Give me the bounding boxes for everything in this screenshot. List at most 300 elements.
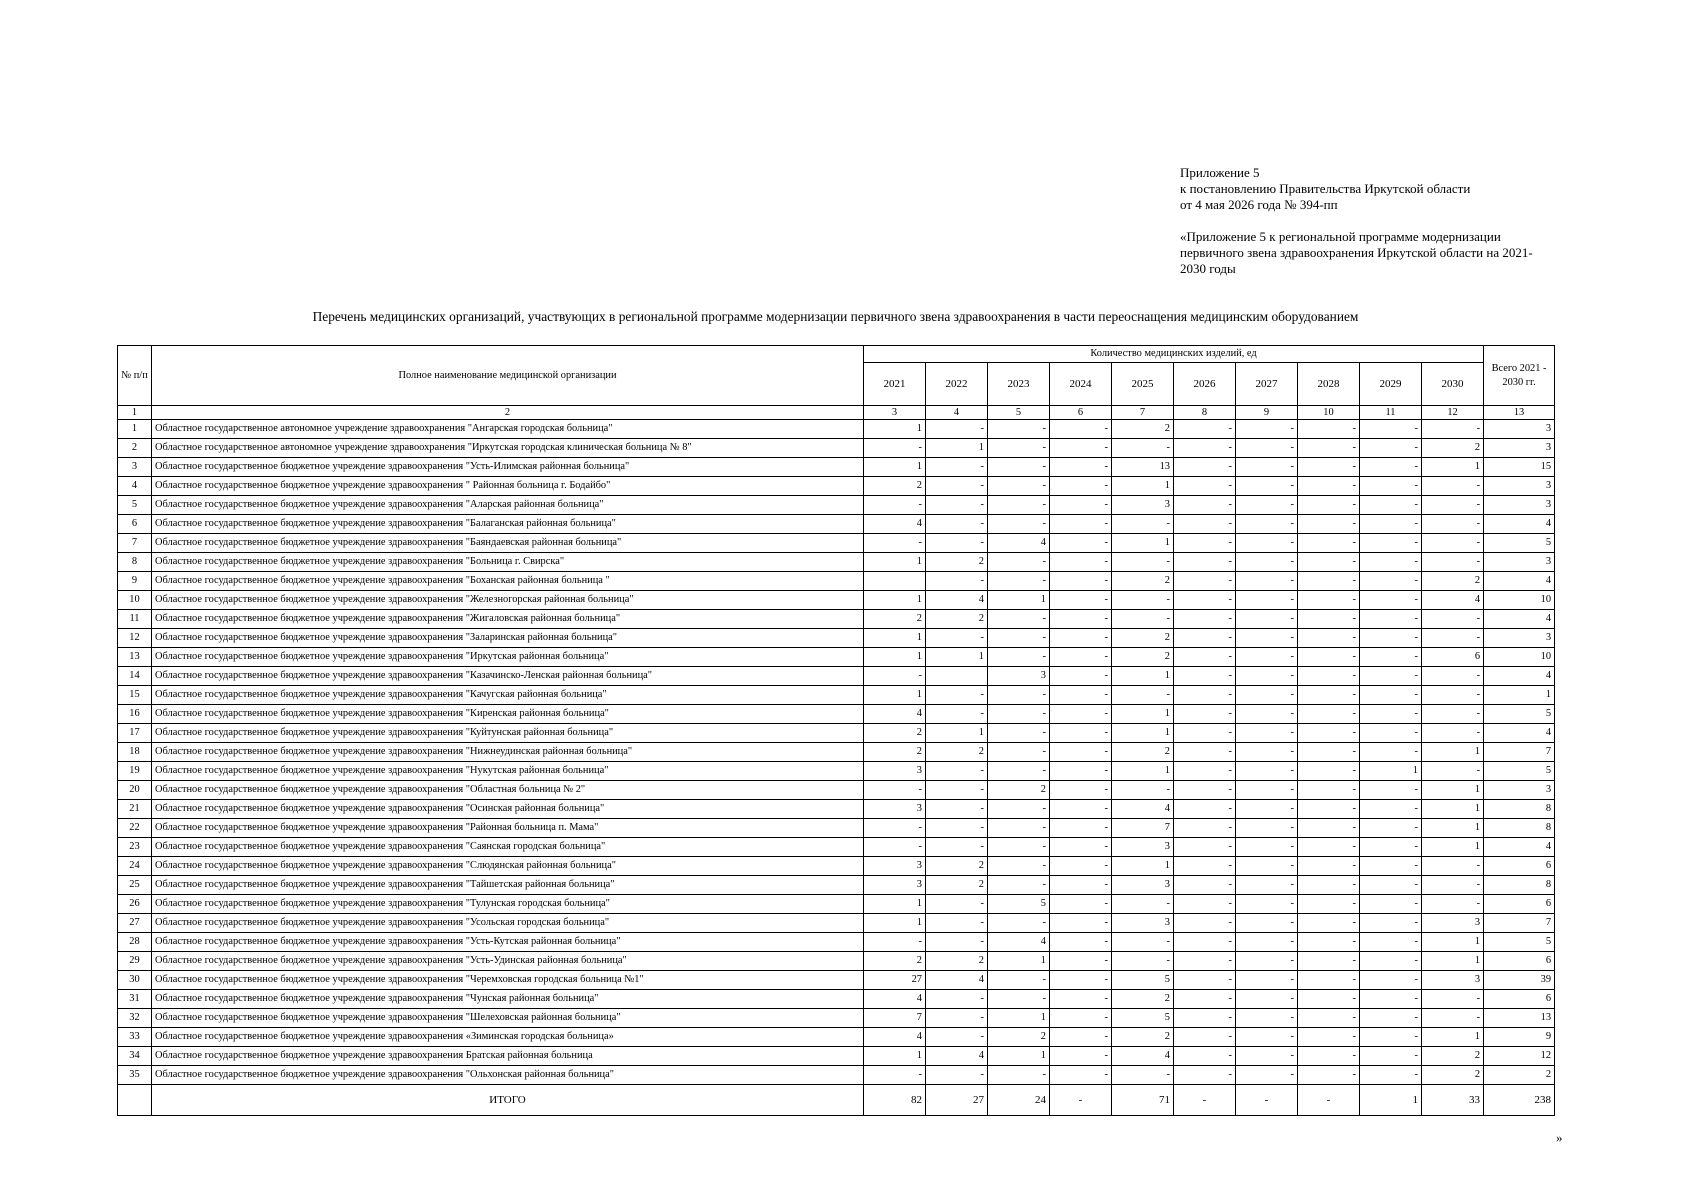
quantity-cell: 4	[1112, 800, 1174, 819]
row-total: 7	[1484, 743, 1555, 762]
quantity-cell: -	[1360, 971, 1422, 990]
quantity-cell: -	[1174, 1009, 1236, 1028]
row-number: 30	[118, 971, 152, 990]
quantity-cell: -	[864, 781, 926, 800]
quantity-cell: -	[1050, 781, 1112, 800]
quantity-cell: -	[1050, 800, 1112, 819]
quantity-cell: -	[1050, 572, 1112, 591]
quantity-cell: -	[1174, 496, 1236, 515]
quantity-cell: 2	[1112, 743, 1174, 762]
quantity-cell: -	[1236, 534, 1298, 553]
quantity-cell: -	[988, 762, 1050, 781]
organization-name: Областное государственное бюджетное учреждение здравоохранения "Аларская районная больница"	[152, 496, 864, 515]
organization-name: Областное государственное бюджетное учреждение здравоохранения "Тайшетская районная больница"	[152, 876, 864, 895]
table-row	[118, 515, 1555, 534]
quantity-cell: -	[988, 838, 1050, 857]
quantity-cell: -	[1360, 724, 1422, 743]
quantity-cell: 1	[1422, 1028, 1484, 1047]
quantity-cell: -	[1360, 990, 1422, 1009]
table-row	[118, 724, 1555, 743]
quantity-cell: -	[1050, 1009, 1112, 1028]
quantity-cell: -	[1360, 629, 1422, 648]
organization-name: Областное государственное бюджетное учреждение здравоохранения "Областная больница № 2"	[152, 781, 864, 800]
quantity-cell: -	[1050, 705, 1112, 724]
quantity-cell: -	[926, 1066, 988, 1085]
quantity-cell: 1	[1112, 724, 1174, 743]
total-quantity-cell: 1	[1360, 1085, 1422, 1116]
quantity-cell: -	[1236, 515, 1298, 534]
quantity-cell: -	[1298, 933, 1360, 952]
table-row	[118, 1028, 1555, 1047]
quantity-cell: -	[1050, 458, 1112, 477]
quantity-cell: -	[1236, 1066, 1298, 1085]
row-total: 13	[1484, 1009, 1555, 1028]
row-number: 4	[118, 477, 152, 496]
row-total: 4	[1484, 572, 1555, 591]
quantity-cell: 1	[1422, 743, 1484, 762]
quantity-cell: -	[1112, 515, 1174, 534]
quantity-cell: -	[988, 477, 1050, 496]
quantity-cell: -	[1112, 591, 1174, 610]
quantity-cell: -	[1298, 990, 1360, 1009]
row-number: 15	[118, 686, 152, 705]
quantity-cell: 3	[1422, 914, 1484, 933]
quantity-cell: 2	[926, 857, 988, 876]
quantity-cell: 1	[864, 458, 926, 477]
total-quantity-cell: -	[1174, 1085, 1236, 1116]
quantity-cell: -	[1360, 952, 1422, 971]
quantity-cell: -	[1298, 743, 1360, 762]
row-total: 3	[1484, 439, 1555, 458]
total-quantity-cell: 33	[1422, 1085, 1484, 1116]
quantity-cell: -	[1236, 572, 1298, 591]
col-header-year: 2023	[988, 363, 1050, 406]
column-number: 10	[1298, 406, 1360, 420]
quantity-cell: 4	[926, 1047, 988, 1066]
quantity-cell: -	[988, 990, 1050, 1009]
quantity-cell: -	[1050, 439, 1112, 458]
quantity-cell: -	[1050, 534, 1112, 553]
column-number: 7	[1112, 406, 1174, 420]
row-number: 19	[118, 762, 152, 781]
quantity-cell: 3	[1112, 838, 1174, 857]
col-header-year: 2022	[926, 363, 988, 406]
quantity-cell: -	[1050, 1066, 1112, 1085]
quantity-cell: 1	[1112, 534, 1174, 553]
table-row	[118, 534, 1555, 553]
quantity-cell: -	[1174, 420, 1236, 439]
organization-name: Областное государственное бюджетное учреждение здравоохранения "Иркутская районная больница"	[152, 648, 864, 667]
quantity-cell: -	[1298, 686, 1360, 705]
quantity-cell: 1	[1360, 762, 1422, 781]
organization-name: Областное государственное бюджетное учреждение здравоохранения "Слюдянская районная больница"	[152, 857, 864, 876]
quantity-cell: 1	[864, 553, 926, 572]
quantity-cell: -	[1298, 629, 1360, 648]
row-total: 5	[1484, 534, 1555, 553]
quantity-cell: -	[1050, 819, 1112, 838]
quantity-cell: -	[988, 743, 1050, 762]
row-number: 13	[118, 648, 152, 667]
row-number: 20	[118, 781, 152, 800]
table-row	[118, 629, 1555, 648]
quantity-cell: -	[1236, 591, 1298, 610]
row-number: 21	[118, 800, 152, 819]
quantity-cell: -	[1112, 952, 1174, 971]
quantity-cell: -	[1236, 838, 1298, 857]
quantity-cell: -	[1360, 857, 1422, 876]
table-row	[118, 420, 1555, 439]
quantity-cell: -	[1422, 477, 1484, 496]
quantity-cell: -	[1360, 591, 1422, 610]
organization-name: Областное государственное бюджетное учреждение здравоохранения "Нукутская районная больница"	[152, 762, 864, 781]
quantity-cell: 1	[864, 648, 926, 667]
quantity-cell: -	[1360, 420, 1422, 439]
row-total: 3	[1484, 496, 1555, 515]
quantity-cell: 2	[864, 610, 926, 629]
quantity-cell: -	[1236, 477, 1298, 496]
column-number: 4	[926, 406, 988, 420]
quantity-cell: -	[1422, 724, 1484, 743]
quantity-cell: -	[1236, 496, 1298, 515]
quantity-cell: -	[1174, 667, 1236, 686]
organization-name: Областное государственное бюджетное учреждение здравоохранения "Чунская районная больница"	[152, 990, 864, 1009]
quantity-cell: -	[1298, 1047, 1360, 1066]
quantity-cell: -	[1422, 857, 1484, 876]
grand-total: 238	[1484, 1085, 1555, 1116]
quantity-cell: -	[1236, 914, 1298, 933]
quantity-cell: -	[1422, 876, 1484, 895]
quantity-cell: -	[1174, 743, 1236, 762]
quantity-cell: -	[988, 439, 1050, 458]
quantity-cell: -	[1050, 990, 1112, 1009]
col-header-total: Всего 2021 - 2030 гг.	[1484, 346, 1555, 406]
quantity-cell: 1	[1112, 477, 1174, 496]
row-number: 31	[118, 990, 152, 1009]
quantity-cell: 2	[1112, 990, 1174, 1009]
quantity-cell: -	[926, 933, 988, 952]
table-row	[118, 1009, 1555, 1028]
quantity-cell: -	[864, 933, 926, 952]
quantity-cell: -	[926, 458, 988, 477]
organization-name: Областное государственное бюджетное учреждение здравоохранения "Заларинская районная больница"	[152, 629, 864, 648]
row-total: 39	[1484, 971, 1555, 990]
quantity-cell: -	[1174, 553, 1236, 572]
row-total: 10	[1484, 591, 1555, 610]
table-row	[118, 705, 1555, 724]
quantity-cell: -	[1298, 439, 1360, 458]
table-row	[118, 914, 1555, 933]
quantity-cell: 2	[864, 477, 926, 496]
organization-name: Областное государственное бюджетное учреждение здравоохранения "Балаганская районная больница"	[152, 515, 864, 534]
quantity-cell: 5	[1112, 1009, 1174, 1028]
quantity-cell: -	[1050, 686, 1112, 705]
organization-name: Областное государственное автономное учреждение здравоохранения "Иркутская городская клиническая больница № 8"	[152, 439, 864, 458]
organization-name: Областное государственное бюджетное учреждение здравоохранения "Нижнеудинская районная больница"	[152, 743, 864, 762]
quantity-cell: -	[1236, 629, 1298, 648]
quantity-cell: -	[864, 667, 926, 686]
quantity-cell: -	[1422, 610, 1484, 629]
quantity-cell: 2	[864, 743, 926, 762]
quantity-cell: -	[1360, 572, 1422, 591]
quantity-cell: -	[1236, 553, 1298, 572]
quantity-cell: -	[1422, 686, 1484, 705]
row-total: 6	[1484, 895, 1555, 914]
quantity-cell: -	[1360, 515, 1422, 534]
quantity-cell: 4	[926, 971, 988, 990]
table-row	[118, 933, 1555, 952]
quantity-cell: -	[1360, 705, 1422, 724]
quantity-cell: -	[1236, 686, 1298, 705]
row-total: 9	[1484, 1028, 1555, 1047]
row-total: 10	[1484, 648, 1555, 667]
quantity-cell: -	[1174, 724, 1236, 743]
quantity-cell: 1	[926, 439, 988, 458]
table-row	[118, 496, 1555, 515]
quantity-cell: -	[926, 477, 988, 496]
quantity-cell: 1	[1422, 800, 1484, 819]
quantity-cell: 4	[988, 933, 1050, 952]
quantity-cell: -	[1422, 534, 1484, 553]
total-quantity-cell: 24	[988, 1085, 1050, 1116]
quantity-cell: 1	[1112, 667, 1174, 686]
quantity-cell: -	[1174, 781, 1236, 800]
quantity-cell: -	[1236, 667, 1298, 686]
quantity-cell: -	[926, 800, 988, 819]
row-number: 26	[118, 895, 152, 914]
quantity-cell: -	[1050, 420, 1112, 439]
quantity-cell: 4	[864, 515, 926, 534]
table-row	[118, 952, 1555, 971]
quantity-cell: -	[1298, 857, 1360, 876]
quantity-cell: -	[1422, 990, 1484, 1009]
total-quantity-cell: -	[1298, 1085, 1360, 1116]
quantity-cell: -	[926, 895, 988, 914]
resolution-date: от 4 мая 2026 года № 394-пп	[1180, 197, 1338, 212]
row-number: 28	[118, 933, 152, 952]
organization-name: Областное государственное бюджетное учреждение здравоохранения "Жигаловская районная больница"	[152, 610, 864, 629]
row-number: 11	[118, 610, 152, 629]
quantity-cell: 1	[1422, 838, 1484, 857]
row-number: 10	[118, 591, 152, 610]
organization-name: Областное государственное бюджетное учреждение здравоохранения "Киренская районная больница"	[152, 705, 864, 724]
quantity-cell: -	[1174, 477, 1236, 496]
quantity-cell: -	[926, 762, 988, 781]
quantity-cell: -	[1360, 800, 1422, 819]
quantity-cell: -	[1174, 819, 1236, 838]
quantity-cell: -	[864, 496, 926, 515]
row-total: 5	[1484, 933, 1555, 952]
quantity-cell: -	[1360, 895, 1422, 914]
quantity-cell: -	[1174, 876, 1236, 895]
row-total: 8	[1484, 800, 1555, 819]
quantity-cell: 13	[1112, 458, 1174, 477]
column-number: 12	[1422, 406, 1484, 420]
table-row	[118, 876, 1555, 895]
quantity-cell: -	[1236, 990, 1298, 1009]
quantity-cell: -	[1236, 762, 1298, 781]
row-number: 12	[118, 629, 152, 648]
quantity-cell: -	[1050, 648, 1112, 667]
quantity-cell: -	[1360, 686, 1422, 705]
quantity-cell: -	[1360, 1028, 1422, 1047]
quantity-cell	[864, 572, 926, 591]
quantity-cell: -	[988, 819, 1050, 838]
document-title: Перечень медицинских организаций, участвующих в региональной программе модернизации первичного звена здравоохранения в части переоснащения медицинским оборудованием	[312, 309, 1359, 324]
quantity-cell: -	[1298, 591, 1360, 610]
table-row	[118, 762, 1555, 781]
quantity-cell: -	[1236, 819, 1298, 838]
organizations-table	[117, 345, 1555, 1116]
organization-name: Областное государственное бюджетное учреждение здравоохранения "Усть-Кутская районная больница"	[152, 933, 864, 952]
quantity-cell: 2	[864, 952, 926, 971]
table-row	[118, 458, 1555, 477]
quantity-cell: 1	[988, 952, 1050, 971]
row-number: 24	[118, 857, 152, 876]
quantity-cell: -	[926, 819, 988, 838]
quantity-cell: -	[1112, 1066, 1174, 1085]
total-label: ИТОГО	[152, 1085, 864, 1116]
quantity-cell: 1	[864, 420, 926, 439]
quantity-cell: -	[1360, 838, 1422, 857]
row-number: 9	[118, 572, 152, 591]
quantity-cell: -	[1174, 591, 1236, 610]
quantity-cell: -	[988, 876, 1050, 895]
quantity-cell: 2	[926, 610, 988, 629]
quantity-cell: 1	[1422, 933, 1484, 952]
quantity-cell: -	[1236, 439, 1298, 458]
table-row	[118, 857, 1555, 876]
quantity-cell: -	[1236, 971, 1298, 990]
quantity-cell: -	[1050, 838, 1112, 857]
quantity-cell: 3	[988, 667, 1050, 686]
row-total: 7	[1484, 914, 1555, 933]
quantity-cell: -	[1298, 819, 1360, 838]
quantity-cell: 5	[988, 895, 1050, 914]
quantity-cell: 7	[1112, 819, 1174, 838]
total-row-number	[118, 1085, 152, 1116]
quantity-cell: 1	[864, 895, 926, 914]
row-number: 7	[118, 534, 152, 553]
table-row	[118, 610, 1555, 629]
row-number: 8	[118, 553, 152, 572]
column-number: 9	[1236, 406, 1298, 420]
quantity-cell: -	[1174, 1028, 1236, 1047]
quantity-cell: -	[1360, 914, 1422, 933]
row-total: 6	[1484, 990, 1555, 1009]
quantity-cell: 3	[864, 762, 926, 781]
row-total: 1	[1484, 686, 1555, 705]
quantity-cell: -	[1112, 686, 1174, 705]
col-header-year: 2027	[1236, 363, 1298, 406]
quantity-cell: -	[988, 686, 1050, 705]
organization-name: Областное государственное бюджетное учреждение здравоохранения "Железногорская районная больница"	[152, 591, 864, 610]
quantity-cell: 1	[1112, 762, 1174, 781]
quantity-cell: -	[1298, 420, 1360, 439]
quantity-cell: -	[1360, 933, 1422, 952]
col-group-header-quantity: Количество медицинских изделий, ед	[864, 346, 1484, 363]
quantity-cell: 1	[926, 724, 988, 743]
quantity-cell: -	[1050, 933, 1112, 952]
quantity-cell: -	[1050, 1028, 1112, 1047]
quantity-cell: 2	[1422, 1047, 1484, 1066]
quantity-cell: 1	[1422, 819, 1484, 838]
quantity-cell: -	[1050, 895, 1112, 914]
row-number: 14	[118, 667, 152, 686]
quantity-cell: -	[1236, 743, 1298, 762]
quantity-cell: 5	[1112, 971, 1174, 990]
quantity-cell: -	[1174, 838, 1236, 857]
quantity-cell: -	[926, 781, 988, 800]
quantity-cell: 1	[988, 1009, 1050, 1028]
quantity-cell: -	[1422, 496, 1484, 515]
quantity-cell: -	[1174, 629, 1236, 648]
row-number: 34	[118, 1047, 152, 1066]
quantity-cell: -	[1050, 857, 1112, 876]
quantity-cell: -	[988, 971, 1050, 990]
quantity-cell: -	[1360, 439, 1422, 458]
quantity-cell: -	[1298, 534, 1360, 553]
column-number: 11	[1360, 406, 1422, 420]
table-row	[118, 895, 1555, 914]
quantity-cell: -	[1422, 553, 1484, 572]
quantity-cell: -	[1112, 781, 1174, 800]
quantity-cell: -	[1050, 876, 1112, 895]
row-total: 3	[1484, 629, 1555, 648]
row-total: 4	[1484, 610, 1555, 629]
quantity-cell: -	[1174, 515, 1236, 534]
quantity-cell: -	[1236, 1028, 1298, 1047]
quantity-cell: -	[1236, 648, 1298, 667]
column-number: 3	[864, 406, 926, 420]
quantity-cell: -	[1422, 667, 1484, 686]
total-quantity-cell: -	[1050, 1085, 1112, 1116]
table-row	[118, 743, 1555, 762]
row-total: 4	[1484, 667, 1555, 686]
row-number: 22	[118, 819, 152, 838]
organization-name: Областное государственное бюджетное учреждение здравоохранения "Больница г. Свирска"	[152, 553, 864, 572]
quantity-cell: 3	[864, 876, 926, 895]
quantity-cell: -	[1360, 496, 1422, 515]
quantity-cell: -	[864, 1066, 926, 1085]
quantity-cell: -	[1422, 420, 1484, 439]
quantity-cell: 2	[1112, 629, 1174, 648]
quantity-cell: -	[1360, 1066, 1422, 1085]
closing-quote: »	[1556, 1130, 1563, 1145]
program-ref-line1: «Приложение 5 к региональной программе модернизации	[1180, 229, 1501, 244]
organization-name: Областное государственное бюджетное учреждение здравоохранения "Шелеховская районная больница"	[152, 1009, 864, 1028]
quantity-cell: 7	[864, 1009, 926, 1028]
quantity-cell: -	[1360, 781, 1422, 800]
quantity-cell: -	[1050, 1047, 1112, 1066]
column-number: 2	[152, 406, 864, 420]
row-total: 5	[1484, 705, 1555, 724]
quantity-cell: -	[1298, 762, 1360, 781]
quantity-cell: -	[1174, 458, 1236, 477]
quantity-cell: -	[988, 1066, 1050, 1085]
table-row	[118, 781, 1555, 800]
quantity-cell: -	[1236, 952, 1298, 971]
quantity-cell: 2	[1422, 572, 1484, 591]
total-quantity-cell: -	[1236, 1085, 1298, 1116]
col-header-number: № п/п	[118, 346, 152, 406]
quantity-cell: 2	[988, 1028, 1050, 1047]
quantity-cell: 1	[864, 629, 926, 648]
row-total: 8	[1484, 876, 1555, 895]
organization-name: Областное государственное бюджетное учреждение здравоохранения "Боханская районная больница "	[152, 572, 864, 591]
quantity-cell: -	[926, 515, 988, 534]
quantity-cell: -	[988, 724, 1050, 743]
organization-name: Областное государственное бюджетное учреждение здравоохранения "Саянская городская больница"	[152, 838, 864, 857]
